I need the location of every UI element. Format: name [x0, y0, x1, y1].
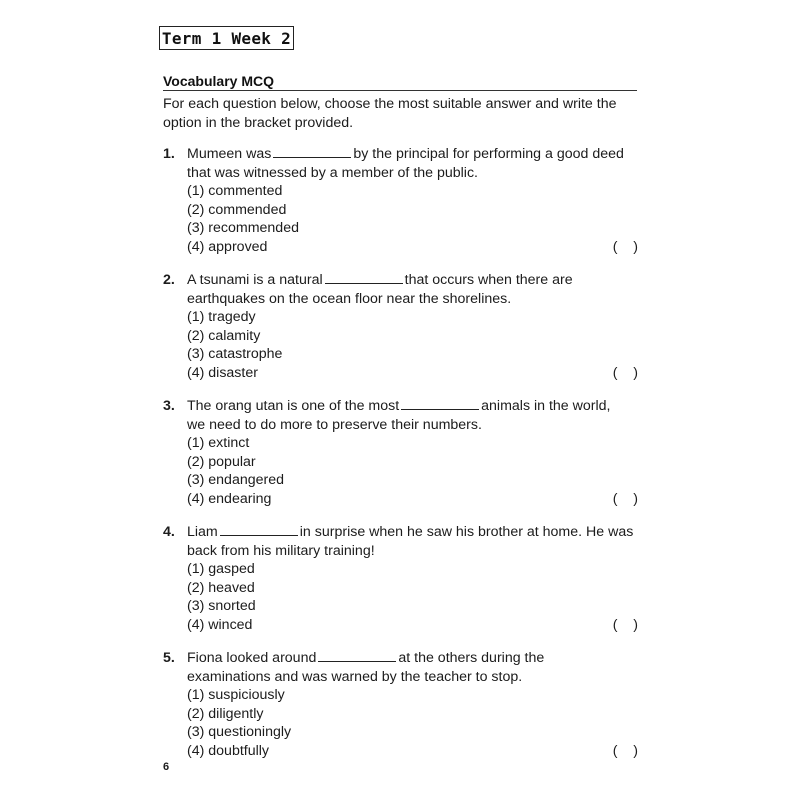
question-number: 5. — [163, 650, 175, 666]
page-number: 6 — [163, 761, 170, 773]
stem-after-blank: by the principal for performing a good deed — [353, 146, 624, 162]
term-week-label — [159, 26, 294, 50]
option-3: (3) catastrophe — [187, 346, 283, 362]
answer-blank — [325, 271, 403, 284]
option-1: (1) extinct — [187, 435, 250, 451]
stem-after-blank: animals in the world, — [481, 398, 611, 414]
stem-after-blank: that occurs when there are — [404, 272, 573, 288]
question-number: 3. — [163, 398, 175, 414]
instructions-line: For each question below, choose the most suitable answer and write the — [163, 96, 617, 112]
option-3: (3) snorted — [187, 598, 256, 614]
option-3: (3) questioningly — [187, 724, 292, 740]
answer-bracket[interactable]: ( ) — [612, 616, 638, 633]
question-stem-line — [187, 271, 639, 290]
stem-before-blank: Mumeen was — [187, 146, 272, 162]
option-4: (4) doubtfully — [187, 742, 270, 759]
question-stem-line-2: back from his military training! — [187, 542, 375, 559]
stem-before-blank: A tsunami is a natural — [187, 272, 323, 288]
option-1: (1) gasped — [187, 561, 255, 577]
section-title: Vocabulary MCQ — [163, 73, 637, 91]
instructions-line: option in the bracket provided. — [163, 114, 354, 131]
answer-bracket[interactable]: ( ) — [612, 364, 638, 381]
question-stem-line — [187, 397, 639, 416]
stem-after-blank: in surprise when he saw his brother at home. He was — [299, 524, 634, 540]
question-stem-line — [187, 145, 639, 164]
option-4: (4) approved — [187, 238, 268, 255]
question-stem-line-2: earthquakes on the ocean floor near the shorelines. — [187, 290, 512, 307]
answer-blank — [273, 145, 351, 158]
question-number: 4. — [163, 524, 175, 540]
stem-after-blank: at the others during the — [398, 650, 545, 666]
question-stem-line-2: examinations and was warned by the teacher to stop. — [187, 668, 523, 685]
option-2: (2) commended — [187, 201, 287, 218]
option-2: (2) popular — [187, 453, 256, 470]
question-stem-line-2: that was witnessed by a member of the public. — [187, 164, 478, 181]
option-4: (4) endearing — [187, 490, 272, 507]
question-stem-line-2: we need to do more to preserve their numbers. — [187, 416, 482, 433]
stem-before-blank: Fiona looked around — [187, 650, 317, 666]
answer-blank — [318, 649, 396, 662]
option-3: (3) endangered — [187, 472, 285, 488]
option-4: (4) winced — [187, 616, 253, 633]
answer-bracket[interactable]: ( ) — [612, 742, 638, 759]
option-1: (1) suspiciously — [187, 687, 285, 703]
stem-before-blank: The orang utan is one of the most — [187, 398, 400, 414]
question-stem-line — [187, 523, 639, 542]
question-number: 2. — [163, 272, 175, 288]
answer-bracket[interactable]: ( ) — [612, 490, 638, 507]
term-week-text: Term 1 Week 2 — [161, 28, 292, 48]
option-1: (1) tragedy — [187, 309, 256, 325]
answer-bracket[interactable]: ( ) — [612, 238, 638, 255]
question-number: 1. — [163, 146, 175, 162]
answer-blank — [401, 397, 479, 410]
answer-blank — [220, 523, 298, 536]
question-stem-line — [187, 649, 639, 668]
option-3: (3) recommended — [187, 220, 299, 236]
option-4: (4) disaster — [187, 364, 258, 381]
stem-before-blank: Liam — [187, 524, 218, 540]
option-2: (2) heaved — [187, 579, 255, 596]
option-2: (2) diligently — [187, 705, 264, 722]
option-1: (1) commented — [187, 183, 283, 199]
instructions — [163, 95, 643, 132]
option-2: (2) calamity — [187, 327, 261, 344]
